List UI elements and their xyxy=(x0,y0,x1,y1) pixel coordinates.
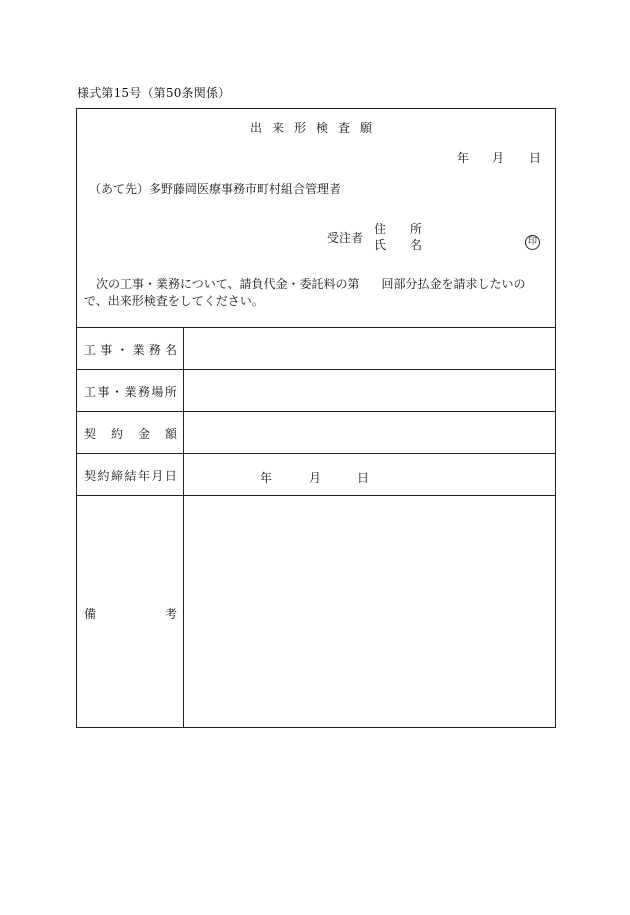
contractor-name-label: 氏 名 xyxy=(374,238,429,252)
label-work-location: 工 事 ・ 業 務 場 所 xyxy=(84,385,177,399)
remarks-field[interactable] xyxy=(184,496,555,727)
request-date-day: 日 xyxy=(529,151,542,165)
form-code: 様式第15号（第50条関係） xyxy=(77,86,231,100)
contractor-address-label: 住 所 xyxy=(374,222,429,236)
contract-date-month: 月 xyxy=(309,471,322,485)
seal-mark: 印 xyxy=(525,235,540,250)
request-date-year: 年 xyxy=(457,151,470,165)
form-title: 出来形検査願 xyxy=(249,121,382,135)
request-text xyxy=(84,276,549,310)
label-contract-date: 契 約 締 結 年 月 日 xyxy=(84,469,177,483)
label-contract-amount: 契 約 金 額 xyxy=(84,427,177,441)
row-divider xyxy=(77,453,555,454)
request-date-month: 月 xyxy=(492,151,505,165)
label-remarks: 備 考 xyxy=(84,607,177,621)
addressee: （あて先）多野藤岡医療事務市町村組合管理者 xyxy=(89,182,342,196)
request-text-part2: 回部分払金を請求したいので、出来形検査をしてください。 xyxy=(84,277,526,308)
contract-amount-field[interactable] xyxy=(184,412,555,453)
request-text-part1: 次の工事・業務について、請負代金・委託料の第 xyxy=(84,277,360,291)
inspection-request-form xyxy=(76,108,556,728)
contract-date-year: 年 xyxy=(260,471,273,485)
work-name-field[interactable] xyxy=(184,328,555,369)
label-work-name: 工 事 ・ 業 務 名 xyxy=(84,343,177,357)
contractor-label: 受注者 xyxy=(327,231,364,245)
work-location-field[interactable] xyxy=(184,370,555,411)
contract-date-day: 日 xyxy=(357,471,370,485)
